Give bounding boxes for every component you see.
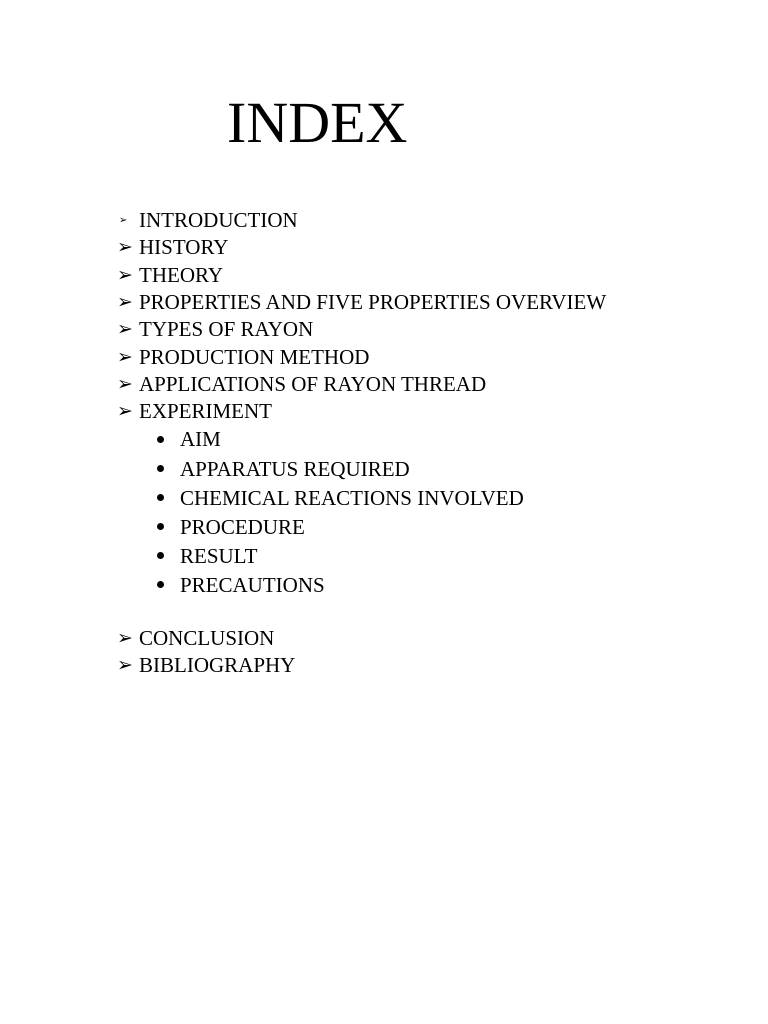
arrowhead-bullet-icon: ➢ — [117, 655, 133, 677]
sub-list-item — [117, 484, 606, 513]
round-bullet-icon — [157, 465, 164, 472]
sub-list-item-label: CHEMICAL REACTIONS INVOLVED — [180, 485, 524, 510]
index-list — [117, 207, 606, 680]
list-item-label: PROPERTIES AND FIVE PROPERTIES OVERVIEW — [139, 290, 607, 315]
list-spacer — [117, 600, 606, 625]
page-title: INDEX — [227, 90, 408, 155]
list-item — [117, 343, 606, 370]
list-item — [117, 316, 606, 343]
arrowhead-bullet-icon: ➢ — [117, 373, 133, 395]
arrowhead-bullet-icon: ➢ — [117, 628, 133, 650]
list-item — [117, 289, 606, 316]
list-item-label: INTRODUCTION — [139, 208, 298, 233]
arrowhead-bullet-icon: ➢ — [117, 401, 133, 423]
sub-list-item — [117, 542, 606, 571]
sub-list-item-label: PROCEDURE — [180, 514, 305, 539]
list-item — [117, 398, 606, 425]
experiment-sub-list — [117, 425, 606, 600]
round-bullet-icon — [157, 552, 164, 559]
sub-list-item — [117, 513, 606, 542]
list-item — [117, 207, 606, 234]
sub-list-wrapper — [117, 425, 606, 600]
sub-list-item-label: APPARATUS REQUIRED — [180, 456, 410, 481]
round-bullet-icon — [157, 581, 164, 588]
arrowhead-bullet-icon: ➢ — [119, 214, 128, 226]
list-item — [117, 371, 606, 398]
sub-list-item-label: RESULT — [180, 543, 258, 568]
sub-list-item-label: PRECAUTIONS — [180, 572, 325, 597]
sub-list-item-label: AIM — [180, 427, 221, 452]
arrowhead-bullet-icon: ➢ — [117, 292, 133, 314]
list-item-label: THEORY — [139, 262, 223, 287]
list-item-label: EXPERIMENT — [139, 399, 272, 424]
list-item-label: PRODUCTION METHOD — [139, 344, 370, 369]
sub-list-item — [117, 425, 606, 454]
arrowhead-bullet-icon: ➢ — [117, 264, 133, 286]
list-item-label: CONCLUSION — [139, 626, 275, 651]
list-item-label: TYPES OF RAYON — [139, 317, 314, 342]
list-item-label: APPLICATIONS OF RAYON THREAD — [139, 371, 487, 396]
arrowhead-bullet-icon: ➢ — [117, 237, 133, 259]
list-item — [117, 262, 606, 289]
arrowhead-bullet-icon: ➢ — [117, 319, 133, 341]
list-item — [117, 625, 606, 652]
list-item-label: BIBLIOGRAPHY — [139, 653, 296, 678]
list-item-label: HISTORY — [139, 235, 229, 260]
sub-list-item — [117, 454, 606, 483]
list-item — [117, 234, 606, 261]
sub-list-item — [117, 571, 606, 600]
arrowhead-bullet-icon: ➢ — [117, 346, 133, 368]
round-bullet-icon — [157, 436, 164, 443]
round-bullet-icon — [157, 523, 164, 530]
list-item — [117, 652, 606, 679]
round-bullet-icon — [157, 494, 164, 501]
